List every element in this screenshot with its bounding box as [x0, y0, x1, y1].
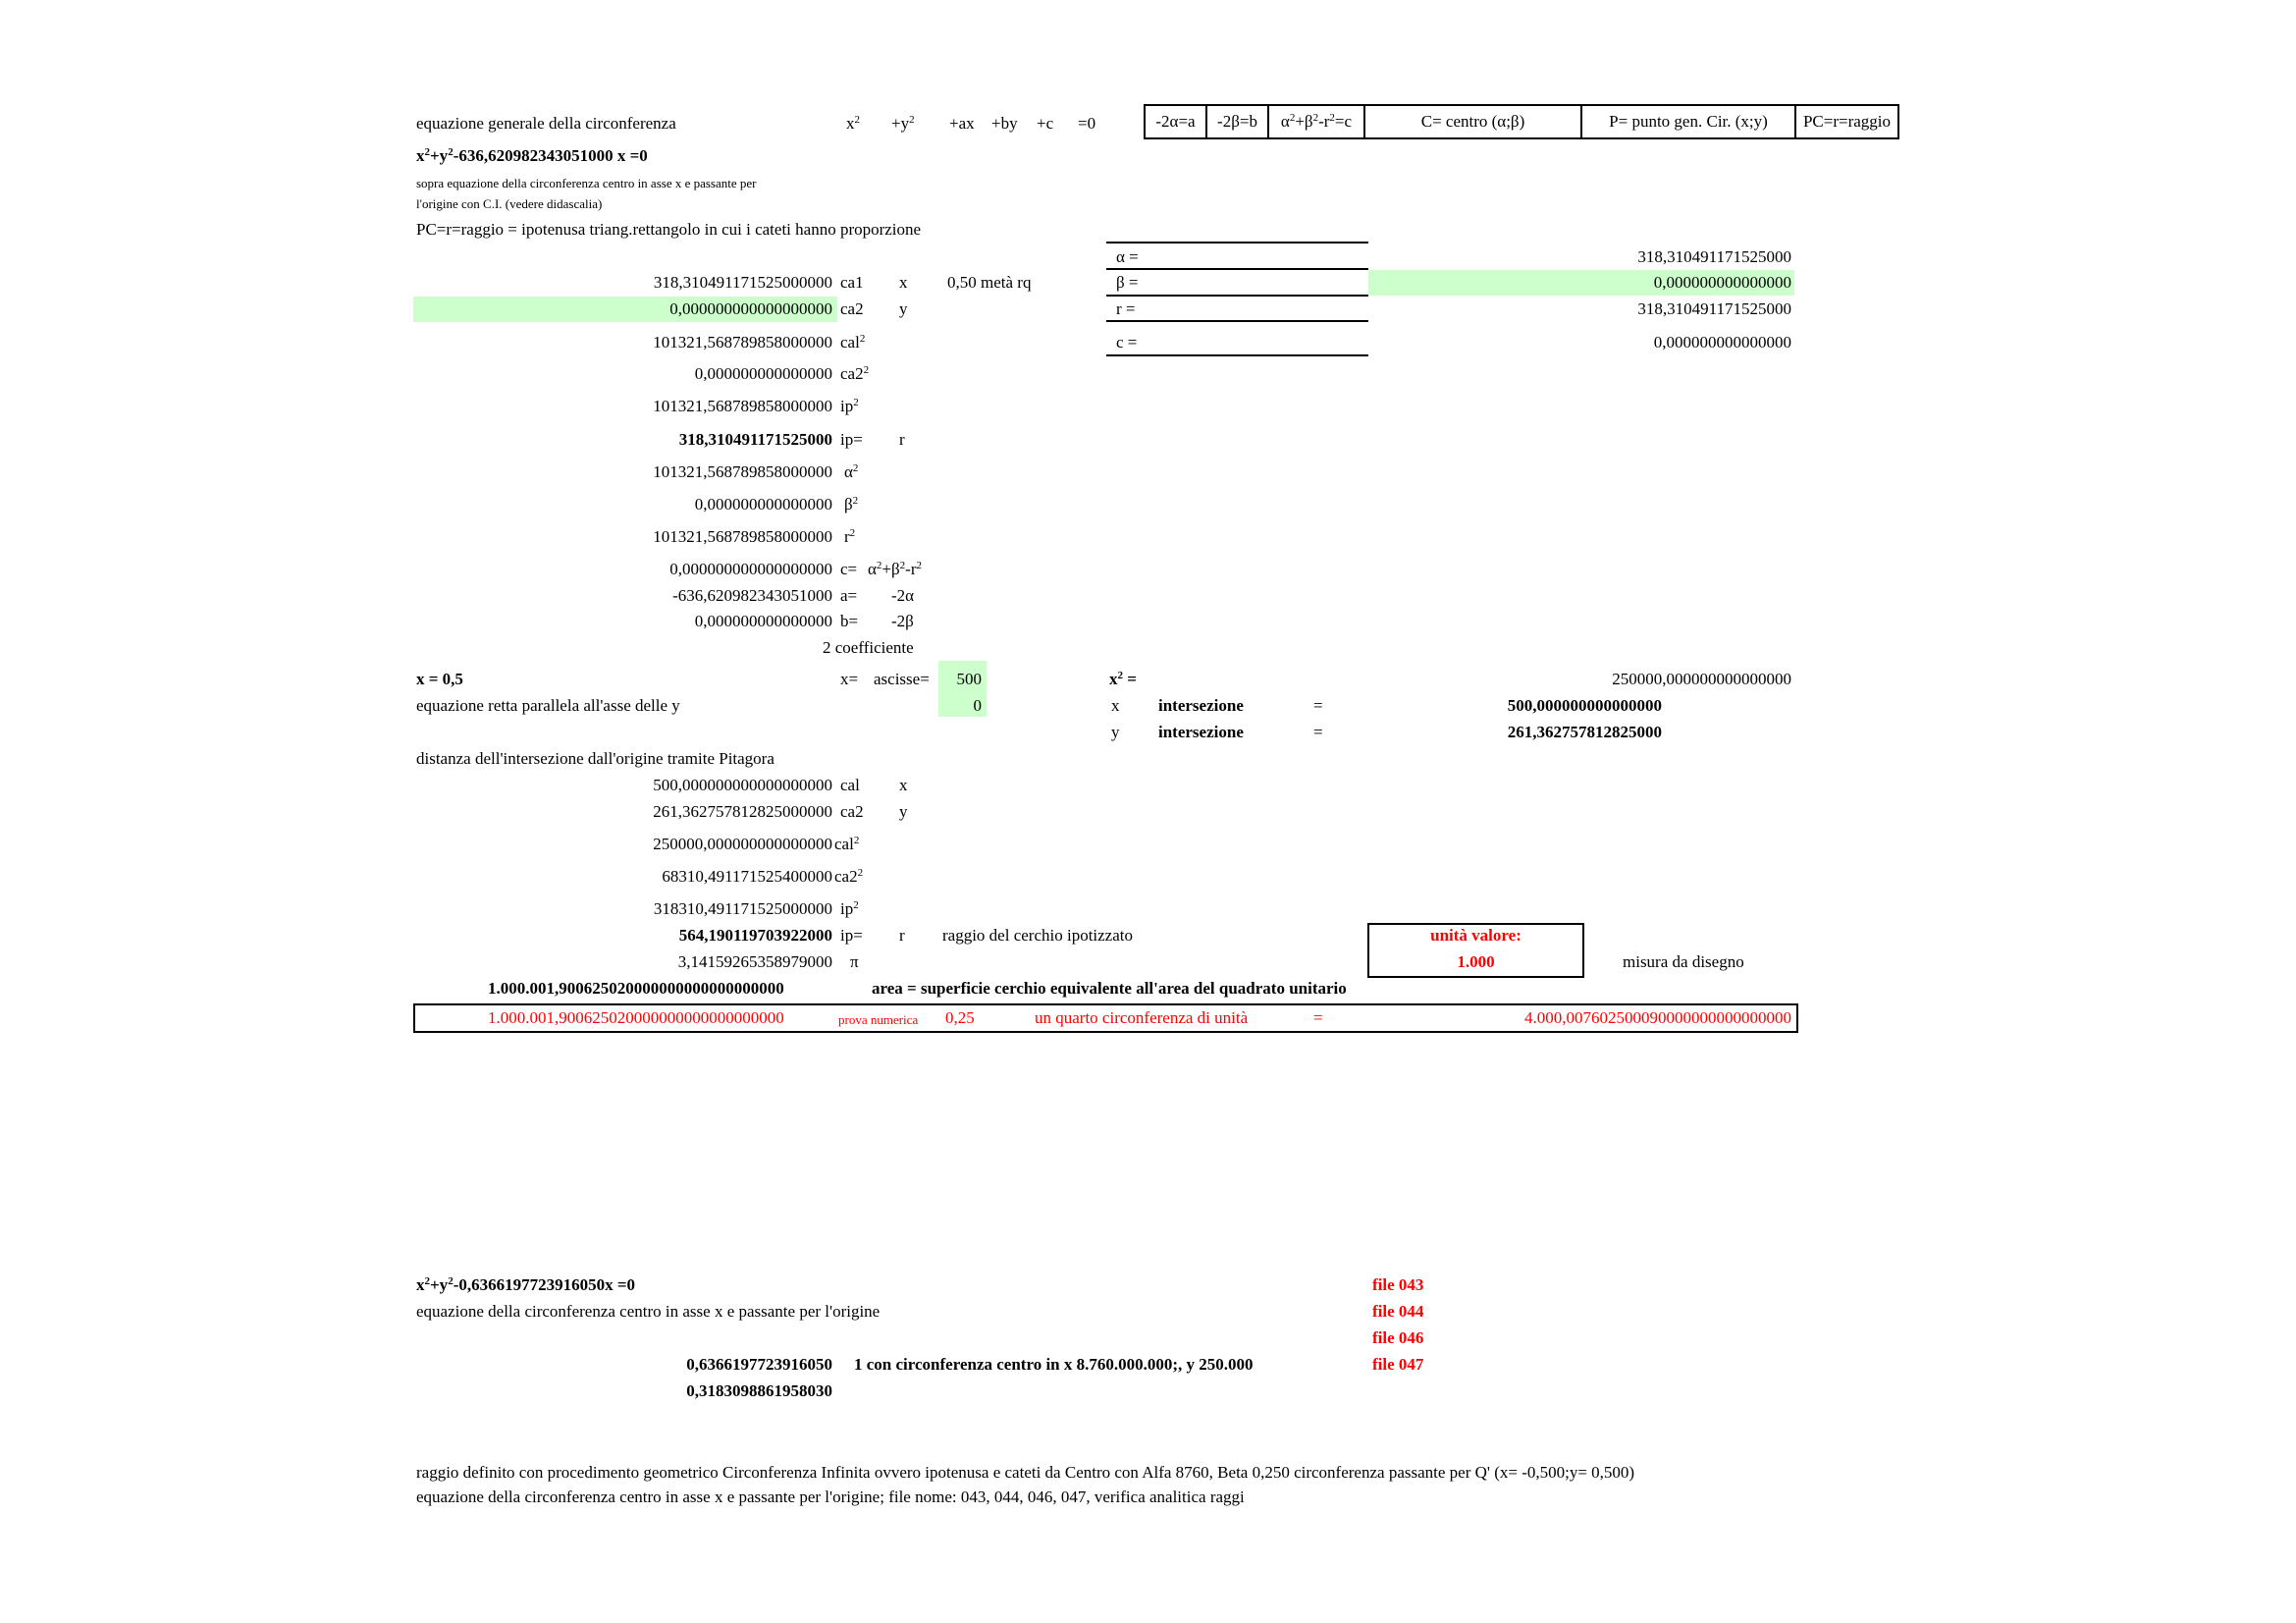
panel-line-3 — [1106, 295, 1368, 297]
header-box-c: α $^2$ +β $^2$ -r $^2$ =c — [1267, 104, 1365, 139]
calc1-x: x — [899, 273, 908, 292]
calc2-y: y — [899, 802, 908, 821]
x-equals: x = 0,5 — [416, 670, 463, 688]
calc1-betasq-label: $\beta^2$ — [844, 495, 859, 514]
calc1-ca2-value: 0,000000000000000000 — [669, 299, 832, 318]
calc1-ip-label: ip= — [840, 430, 863, 449]
proof-eq: = — [1313, 1008, 1323, 1027]
c-value: 0,000000000000000 — [1653, 333, 1791, 352]
proof-value: 1.000.001,900625020000000000000000000 — [488, 1008, 784, 1027]
panel-line-4 — [1106, 320, 1368, 322]
alpha-label: α = — [1116, 247, 1139, 266]
equation-note-1: sopra equazione della circonferenza centro in asse x e passante per — [416, 176, 757, 190]
panel-line-5 — [1106, 354, 1368, 356]
ix-word: intersezione — [1158, 696, 1244, 715]
misura-label: misura da disegno — [1623, 952, 1744, 971]
pc-line: PC=r=raggio = ipotenusa triang.rettangolo in cui i cateti hanno proporzione — [416, 220, 922, 239]
x-label: x= — [840, 670, 859, 688]
calc2-ipsq-label: $ip^2$ — [840, 899, 859, 918]
calc2-ca1sq-value: 250000,000000000000000 — [653, 835, 832, 853]
calc1-ip-r: r — [899, 430, 905, 449]
calc2-ca2-label: ca2 — [840, 802, 864, 821]
proof-label: prova numerica — [838, 1012, 919, 1027]
calc2-x: x — [899, 776, 908, 794]
calc1-y: y — [899, 299, 908, 318]
ix-value: 500,000000000000000 — [1507, 696, 1662, 715]
calc2-ca2-value: 261,362757812825000000 — [653, 802, 832, 821]
header-title: equazione generale della circonferenza — [416, 114, 676, 133]
bottom-equation: $x^2+y^2-0,6366197723916050x =0$ — [416, 1275, 636, 1294]
calc1-b-formula: -2β — [891, 612, 914, 630]
header-term-x: $x^2$ — [846, 114, 860, 133]
calc2-ip-note: raggio del cerchio ipotizzato — [942, 926, 1133, 945]
xsq-label: $x^2$ = — [1109, 670, 1137, 688]
bottom-value-1: 0,6366197723916050 — [686, 1355, 832, 1374]
header-term-ax: +ax — [949, 114, 975, 133]
r-value: 318,310491171525000 — [1637, 299, 1791, 318]
header-box-point: P= punto gen. Cir. (x;y) — [1580, 104, 1796, 139]
calc1-ca1sq-label: cal$^2$ — [840, 333, 866, 352]
main-equation: $x^2+y^2-636,620982343051000$ x =0 — [416, 146, 648, 165]
calc1-half: 0,50 metà rq — [947, 273, 1032, 292]
iy-value: 261,362757812825000 — [1507, 723, 1662, 741]
bottom-value-2: 0,3183098861958030 — [686, 1381, 832, 1400]
proof-result: 4.000,007602500090000000000000000 — [1524, 1008, 1791, 1027]
file-043: file 043 — [1372, 1275, 1424, 1294]
calc1-alphasq-value: 101321,568789858000000 — [653, 462, 832, 481]
header-box-a: -2α=a — [1144, 104, 1207, 139]
calc1-b-label: b= — [840, 612, 859, 630]
calc2-ca2sq-label: $ca2^2$ — [834, 867, 864, 886]
calc2-ca2sq-value: 68310,491171525400000 — [662, 867, 832, 886]
calc1-c-formula: $\alpha^2+\beta^2-r^2$ — [868, 560, 922, 578]
calc2-ipsq-value: 318310,491171525000000 — [653, 899, 832, 918]
beta-value: 0,000000000000000 — [1653, 273, 1791, 292]
calc1-a-value: -636,620982343051000 — [672, 586, 832, 605]
header-term-c: +c — [1037, 114, 1054, 133]
header-box-b: -2β=b — [1205, 104, 1269, 139]
xsq-value: 250000,000000000000000 — [1612, 670, 1791, 688]
calc2-title: distanza dell'intersezione dall'origine tramite Pitagora — [416, 749, 774, 768]
calc1-a-formula: -2α — [891, 586, 915, 605]
calc1-b-value: 0,000000000000000 — [694, 612, 832, 630]
calc1-rsq-value: 101321,568789858000000 — [653, 527, 832, 546]
header-box-centre: C= centro (α;β) — [1363, 104, 1582, 139]
calc1-alphasq-label: $\alpha^2$ — [844, 462, 859, 481]
calc2-ca1-label: cal — [840, 776, 860, 794]
calc1-coefficient: 2 coefficiente — [823, 638, 914, 657]
calc2-ip-r: r — [899, 926, 905, 945]
calc2-ca1-value: 500,000000000000000000 — [653, 776, 832, 794]
calc1-a-label: a= — [840, 586, 858, 605]
calc1-ca1-value: 318,310491171525000000 — [653, 273, 832, 292]
header-term-y: $+y^2$ — [891, 114, 915, 133]
equation-note-2: l'origine con C.I. (vedere didascalia) — [416, 196, 603, 211]
calc1-ca1-label: ca1 — [840, 273, 864, 292]
unit-value: 1.000 — [1457, 952, 1495, 971]
area-note: area = superficie cerchio equivalente all'area del quadrato unitario — [872, 979, 1347, 998]
calc1-c-label: c= — [840, 560, 858, 578]
header-term-by: +by — [991, 114, 1018, 133]
line-equation: equazione retta parallela all'asse delle y — [416, 696, 680, 715]
calc1-ca2sq-label: $ca2^2$ — [840, 364, 870, 383]
bottom-value-1-note: 1 con circonferenza centro in x 8.760.000.000;, y 250.000 — [854, 1355, 1254, 1374]
unit-label: unità valore: — [1430, 926, 1522, 945]
beta-label: β = — [1116, 273, 1139, 292]
calc1-ca2-label: ca2 — [840, 299, 864, 318]
calc1-ip-value: 318,310491171525000 — [678, 430, 832, 449]
file-047: file 047 — [1372, 1355, 1424, 1374]
calc1-ipsq-label: $ip^2$ — [840, 397, 859, 415]
calc1-ipsq-value: 101321,568789858000000 — [653, 397, 832, 415]
line-zero: 0 — [973, 696, 982, 715]
alpha-value: 318,310491171525000 — [1637, 247, 1791, 266]
ix-eq: = — [1313, 696, 1323, 715]
calc2-pi-value: 3,14159265358979000 — [677, 952, 832, 971]
calc2-pi-label: π — [850, 952, 859, 971]
iy-eq: = — [1313, 723, 1323, 741]
r-label: r = — [1116, 299, 1136, 318]
calc1-c-value: 0,000000000000000000 — [669, 560, 832, 578]
c-label: c = — [1116, 333, 1138, 352]
file-046: file 046 — [1372, 1328, 1424, 1347]
ascisse-value: 500 — [956, 670, 982, 688]
calc1-ca1sq-value: 101321,568789858000000 — [653, 333, 832, 352]
footer-line-1: raggio definito con procedimento geometrico Circonferenza Infinita ovvero ipotenusa e cateti da Centro con Alfa 8760, Beta 0,250 circonferenza passante per Q' (x= -0,500;y= 0,500) — [416, 1463, 1635, 1482]
header-term-eq: =0 — [1078, 114, 1096, 133]
iy-label: y — [1111, 723, 1120, 741]
calc1-ca2sq-value: 0,000000000000000 — [694, 364, 832, 383]
header-box-radius: PC=r=raggio — [1794, 104, 1899, 139]
calc1-betasq-value: 0,000000000000000 — [694, 495, 832, 514]
calc2-ip-value: 564,190119703922000 — [678, 926, 832, 945]
iy-word: intersezione — [1158, 723, 1244, 741]
calc1-rsq-label: $r^2$ — [844, 527, 856, 546]
calc2-ca1sq-label: cal$^2$ — [834, 835, 860, 853]
ascisse-label: ascisse= — [874, 670, 930, 688]
bottom-equation-desc: equazione della circonferenza centro in asse x e passante per l'origine — [416, 1302, 881, 1321]
panel-line-2 — [1106, 268, 1368, 270]
ix-label: x — [1111, 696, 1120, 715]
file-044: file 044 — [1372, 1302, 1424, 1321]
area-value: 1.000.001,900625020000000000000000000 — [488, 979, 784, 998]
proof-quarter-note: un quarto circonferenza di unità — [1035, 1008, 1249, 1027]
proof-quarter: 0,25 — [945, 1008, 975, 1027]
footer-line-2: equazione della circonferenza centro in asse x e passante per l'origine; file nome: 043, 044, 046, 047, verifica analitica raggi — [416, 1488, 1245, 1506]
panel-line-1 — [1106, 242, 1368, 243]
calc2-ip-label: ip= — [840, 926, 863, 945]
